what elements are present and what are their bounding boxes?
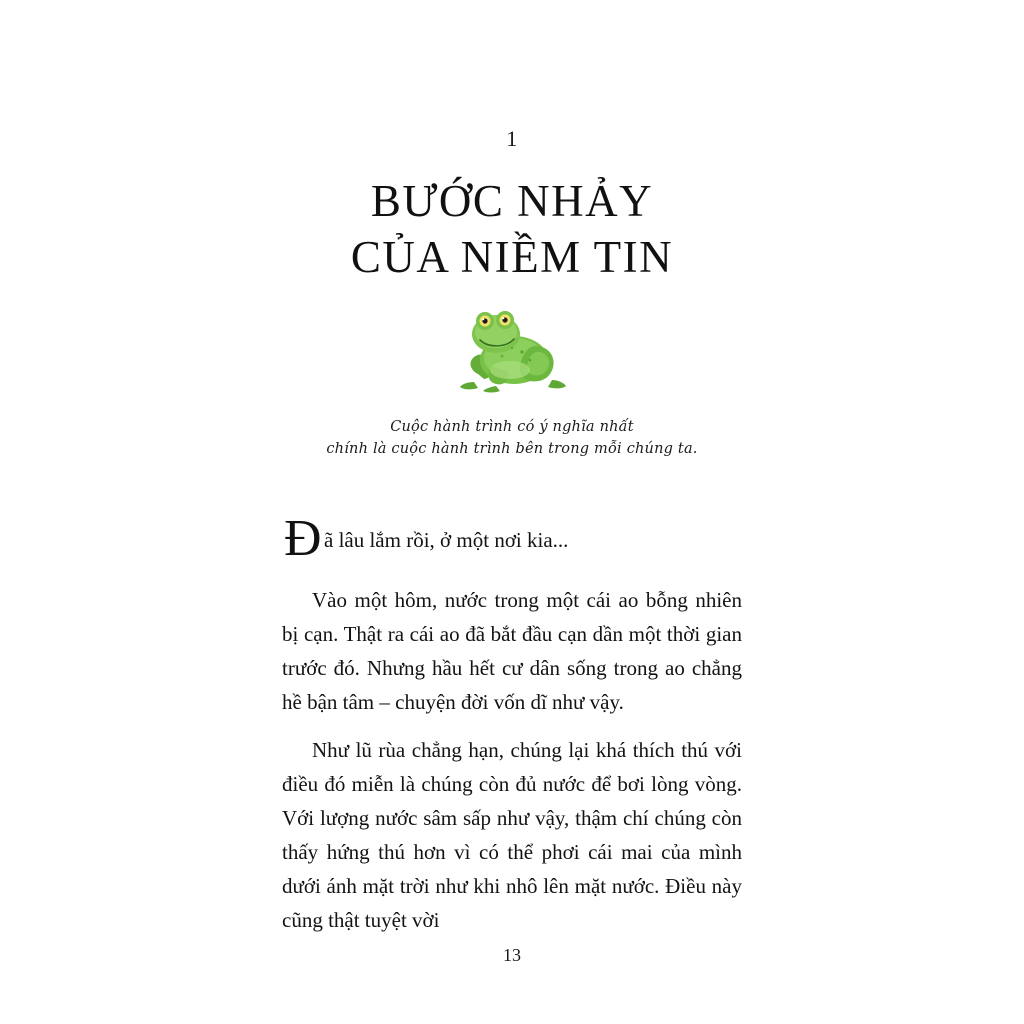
frog-illustration [452,300,572,400]
epigraph [282,416,742,461]
page-content [282,0,742,1024]
paragraph-1 [282,509,742,569]
paragraph-1-text: ã lâu lắm rồi, ở một nơi kia... [324,527,569,552]
paragraph-3: Như lũ rùa chẳng hạn, chúng lại khá thích thú với điều đó miễn là chúng còn đủ nước để bơi lòng vòng. Với lượng nước sâm sấp như vậy, thậm chí chúng còn thấy hứng thú hơn vì có thể phơi cái mai của mình dưới ánh mặt trời như khi nhô lên mặt nước. Điều này cũng thật tuyệt vời [282,737,742,932]
body-text [282,509,742,937]
illustration-container [282,300,742,400]
chapter-title-line-1: BƯỚC NHẢY [370,176,654,226]
epigraph-line-2: chính là cuộc hành trình bên trong mỗi chúng ta. [326,441,698,458]
chapter-number: 1 [506,126,518,151]
drop-cap: Đ [284,509,322,567]
chapter-title [282,174,742,286]
page-number: 13 [503,945,521,965]
paragraph-2: Vào một hôm, nước trong một cái ao bỗng nhiên bị cạn. Thật ra cái ao đã bắt đầu cạn dần một thời gian trước đó. Nhưng hầu hết cư dân sống trong ao chẳng hề bận tâm – chuyện đời vốn dĩ như vậy. [282,587,742,714]
chapter-title-line-2: CỦA NIỀM TIN [350,231,674,282]
epigraph-line-1: Cuộc hành trình có ý nghĩa nhất [390,418,634,435]
